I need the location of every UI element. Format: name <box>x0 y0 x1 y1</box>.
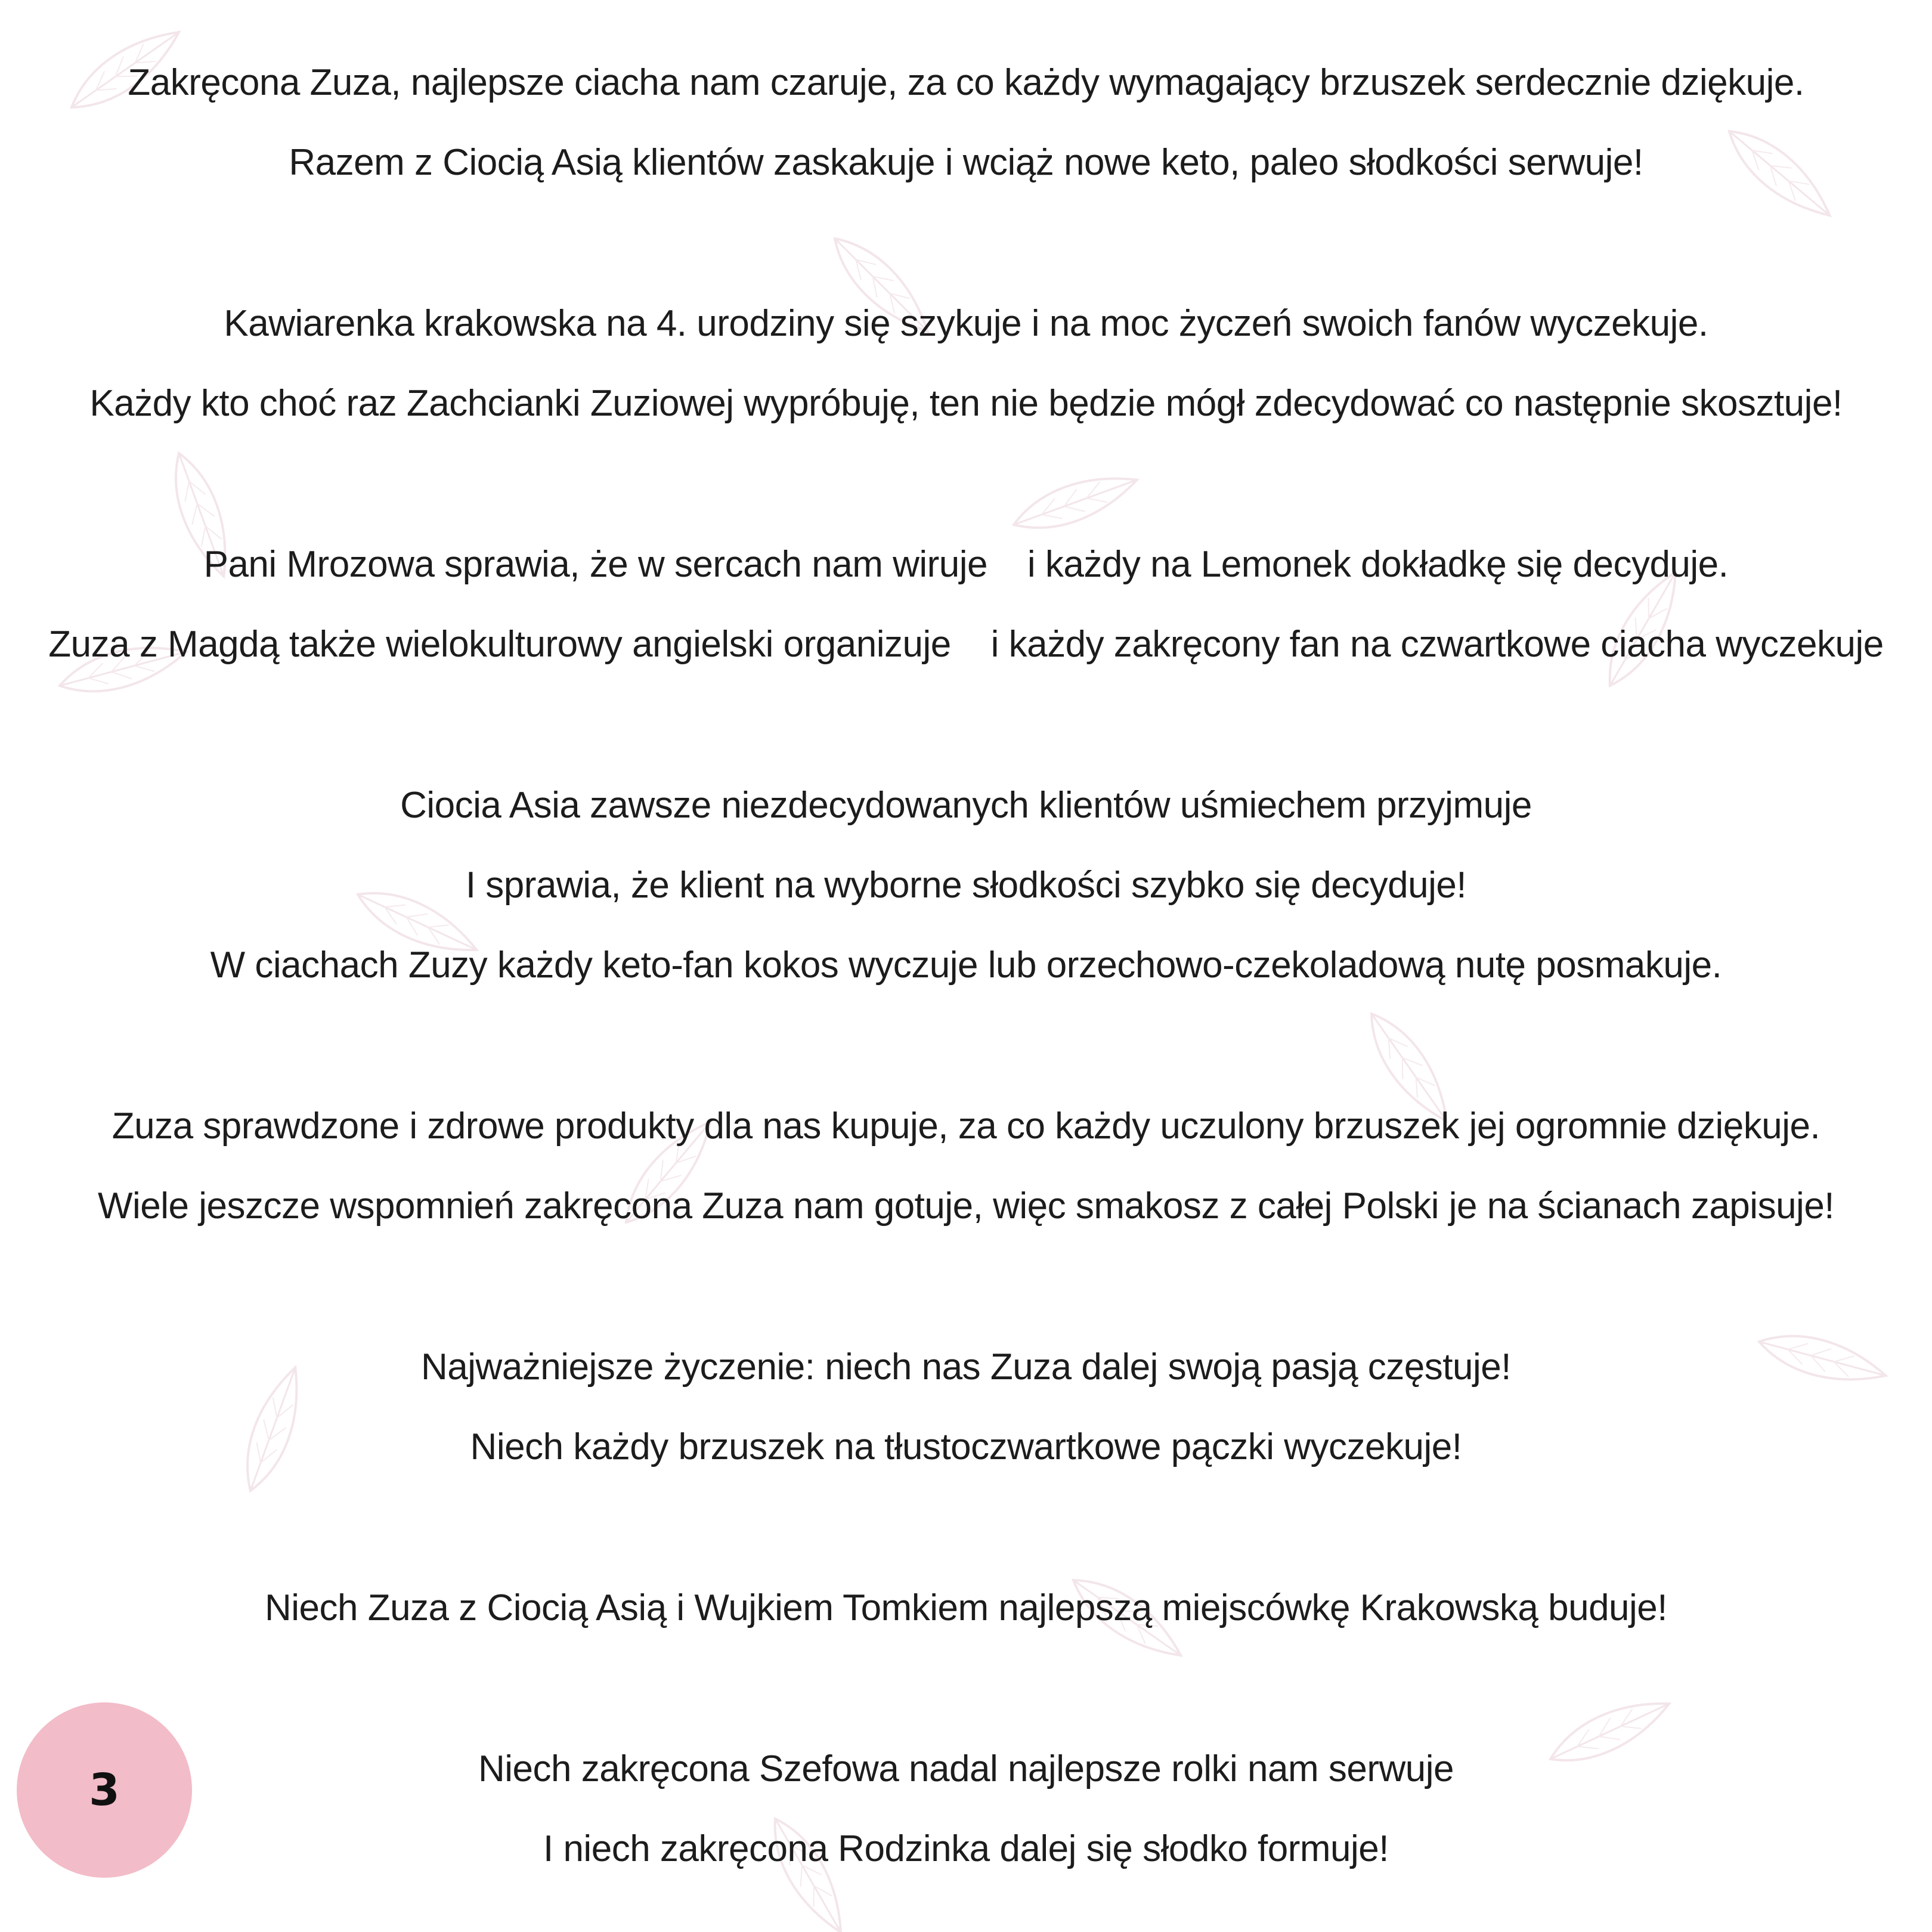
poem-line: Każdy kto choć raz Zachcianki Zuziowej wypróbuję, ten nie będzie mógł zdecydować co następnie skosztuje! <box>89 383 1843 424</box>
poem-line: Ciocia Asia zawsze niezdecydowanych klientów uśmiechem przyjmuje <box>400 785 1532 826</box>
poem-line: Niech Zuza z Ciocią Asią i Wujkiem Tomkiem najlepszą miejscówkę Krakowską buduje! <box>264 1587 1668 1628</box>
poem-line: Razem z Ciocią Asią klientów zaskakuje i wciąż nowe keto, paleo słodkości serwuje! <box>289 142 1643 183</box>
poem-line: Zakręcona Zuza, najlepsze ciacha nam czaruje, za co każdy wymagający brzuszek serdecznie dziękuje. <box>128 62 1804 103</box>
poem-line: Niech każdy brzuszek na tłustoczwartkowe pączki wyczekuje! <box>470 1426 1462 1467</box>
poem-line: I niech zakręcona Rodzinka dalej się słodko formuje! <box>543 1828 1389 1869</box>
poem-line: Najważniejsze życzenie: niech nas Zuza dalej swoją pasją częstuje! <box>421 1346 1511 1388</box>
poem-line: Zuza z Magdą także wielokulturowy angielski organizuje i każdy zakręcony fan na czwartkowe ciacha wyczekuje <box>48 624 1884 665</box>
poem-line: W ciachach Zuzy każdy keto-fan kokos wyczuje lub orzechowo-czekoladową nutę posmakuje. <box>210 945 1722 986</box>
poem-line: Wiele jeszcze wspomnień zakręcona Zuza nam gotuje, więc smakosz z całej Polski je na ścianach zapisuje! <box>97 1185 1835 1227</box>
poem-line: Kawiarenka krakowska na 4. urodziny się szykuje i na moc życzeń swoich fanów wyczekuje. <box>224 303 1708 344</box>
poem-line: Zuza sprawdzone i zdrowe produkty dla nas kupuje, za co każdy uczulony brzuszek jej ogromnie dziękuje. <box>112 1106 1820 1147</box>
page-number: 3 <box>89 1764 120 1816</box>
poem-line: I sprawia, że klient na wyborne słodkości szybko się decyduje! <box>465 865 1467 906</box>
page-number-badge <box>17 1702 192 1878</box>
poem-line: Pani Mrozowa sprawia, że w sercach nam wiruje i każdy na Lemonek dokładkę się decyduje. <box>203 544 1729 585</box>
poem-line: Niech zakręcona Szefowa nadal najlepsze rolki nam serwuje <box>478 1748 1454 1789</box>
